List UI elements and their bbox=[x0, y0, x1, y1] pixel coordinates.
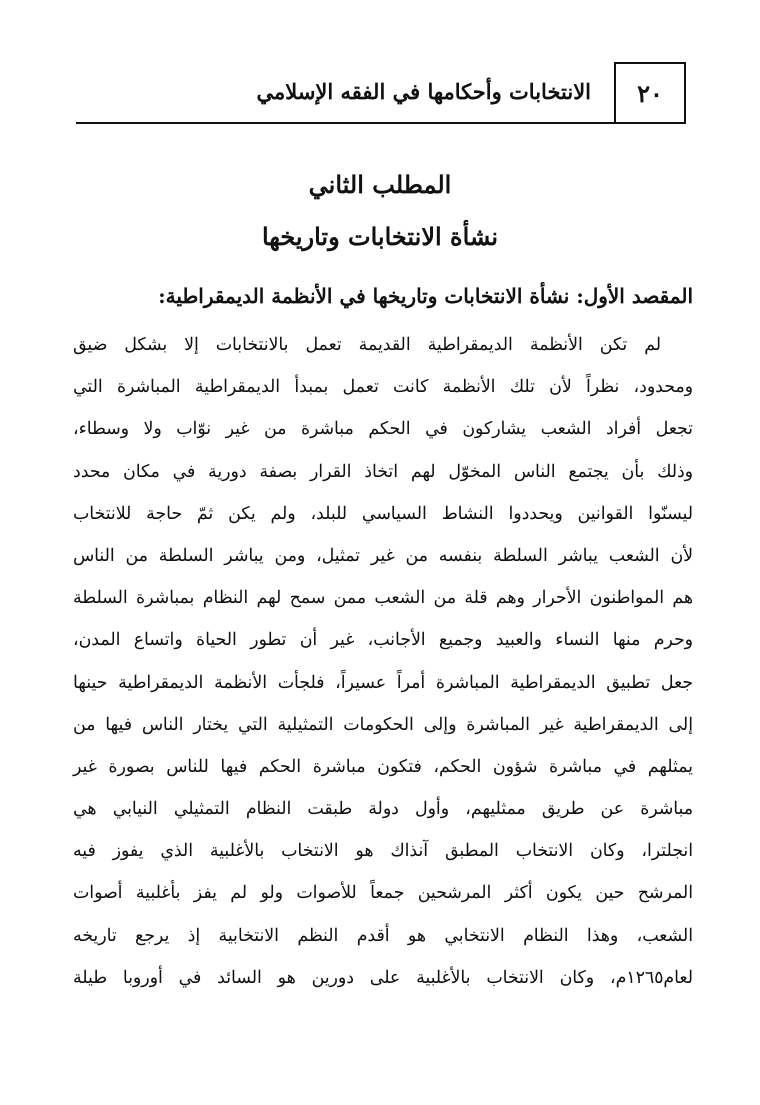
subsection-heading: المقصد الأول: نشأة الانتخابات وتاريخها في الأنظمة الديمقراطية: bbox=[158, 284, 693, 308]
page-header bbox=[76, 62, 686, 124]
text-line: انجلترا، وكان الانتخاب المطبق آنذاك هو الانتخاب بالأغلبية الذي يفوز فيه bbox=[73, 841, 693, 862]
section-subtitle: نشأة الانتخابات وتاريخها bbox=[261, 222, 499, 251]
text-line: لأن الشعب يباشر السلطة بنفسه من غير تمثيل، ومن يباشر السلطة من الناس bbox=[73, 545, 693, 566]
text-line: لم تكن الأنظمة الديمقراطية القديمة تعمل بالانتخابات إلا بشكل ضيق bbox=[73, 335, 661, 355]
section-title: المطلب الثاني bbox=[308, 170, 452, 199]
body-paragraph bbox=[73, 324, 693, 999]
running-title: الانتخابات وأحكامها في الفقه الإسلامي bbox=[256, 79, 591, 104]
page-number: ٢٠ bbox=[614, 62, 686, 122]
text-line: لعام١٢٦٥م، وكان الانتخاب بالأغلبية على دورين هو السائد في أوروبا طيلة bbox=[73, 967, 693, 988]
text-line: ومحدود، نظراً لأن تلك الأنظمة كانت تعمل بمبدأ الديمقراطية المباشرة التي bbox=[73, 377, 693, 398]
text-line: جعل تطبيق الديمقراطية المباشرة أمراً عسيراً، فلجأت الأنظمة الديمقراطية حينها bbox=[73, 672, 693, 693]
text-line: الشعب، وهذا النظام الانتخابي هو أقدم النظم الانتخابية إذ يرجع تاريخه bbox=[73, 925, 693, 946]
text-line: وذلك بأن يجتمع الناس المخوّل لهم اتخاذ القرار بصفة دورية في مكان محدد bbox=[73, 461, 693, 482]
text-line: إلى الديمقراطية غير المباشرة وإلى الحكومات التمثيلية التي يختار الناس فيها من bbox=[73, 714, 693, 735]
text-line: تجعل أفراد الشعب يشاركون في الحكم مباشرة من غير نوّاب ولا وسطاء، bbox=[73, 419, 693, 440]
text-line: وحرم منها النساء والعبيد وجميع الأجانب، غير أن تطور الحياة واتساع المدن، bbox=[73, 630, 693, 651]
text-line: هم المواطنون الأحرار وهم قلة من الشعب ممن سمح لهم النظام بمباشرة السلطة bbox=[73, 588, 693, 609]
text-line: المرشح حين يكون أكثر المرشحين جمعاً للأصوات ولو لم يفز بأغلبية أصوات bbox=[73, 883, 693, 904]
text-line: ليسنّوا القوانين ويحددوا النشاط السياسي للبلد، ولم يكن ثمّ حاجة للانتخاب bbox=[73, 503, 693, 524]
text-line: مباشرة عن طريق ممثليهم، وأول دولة طبقت النظام التمثيلي النيابي هي bbox=[73, 799, 693, 820]
header-rule bbox=[76, 122, 686, 124]
text-line: يمثلهم في مباشرة شؤون الحكم، فتكون مباشرة الحكم فيها للناس بصورة غير bbox=[73, 756, 693, 777]
